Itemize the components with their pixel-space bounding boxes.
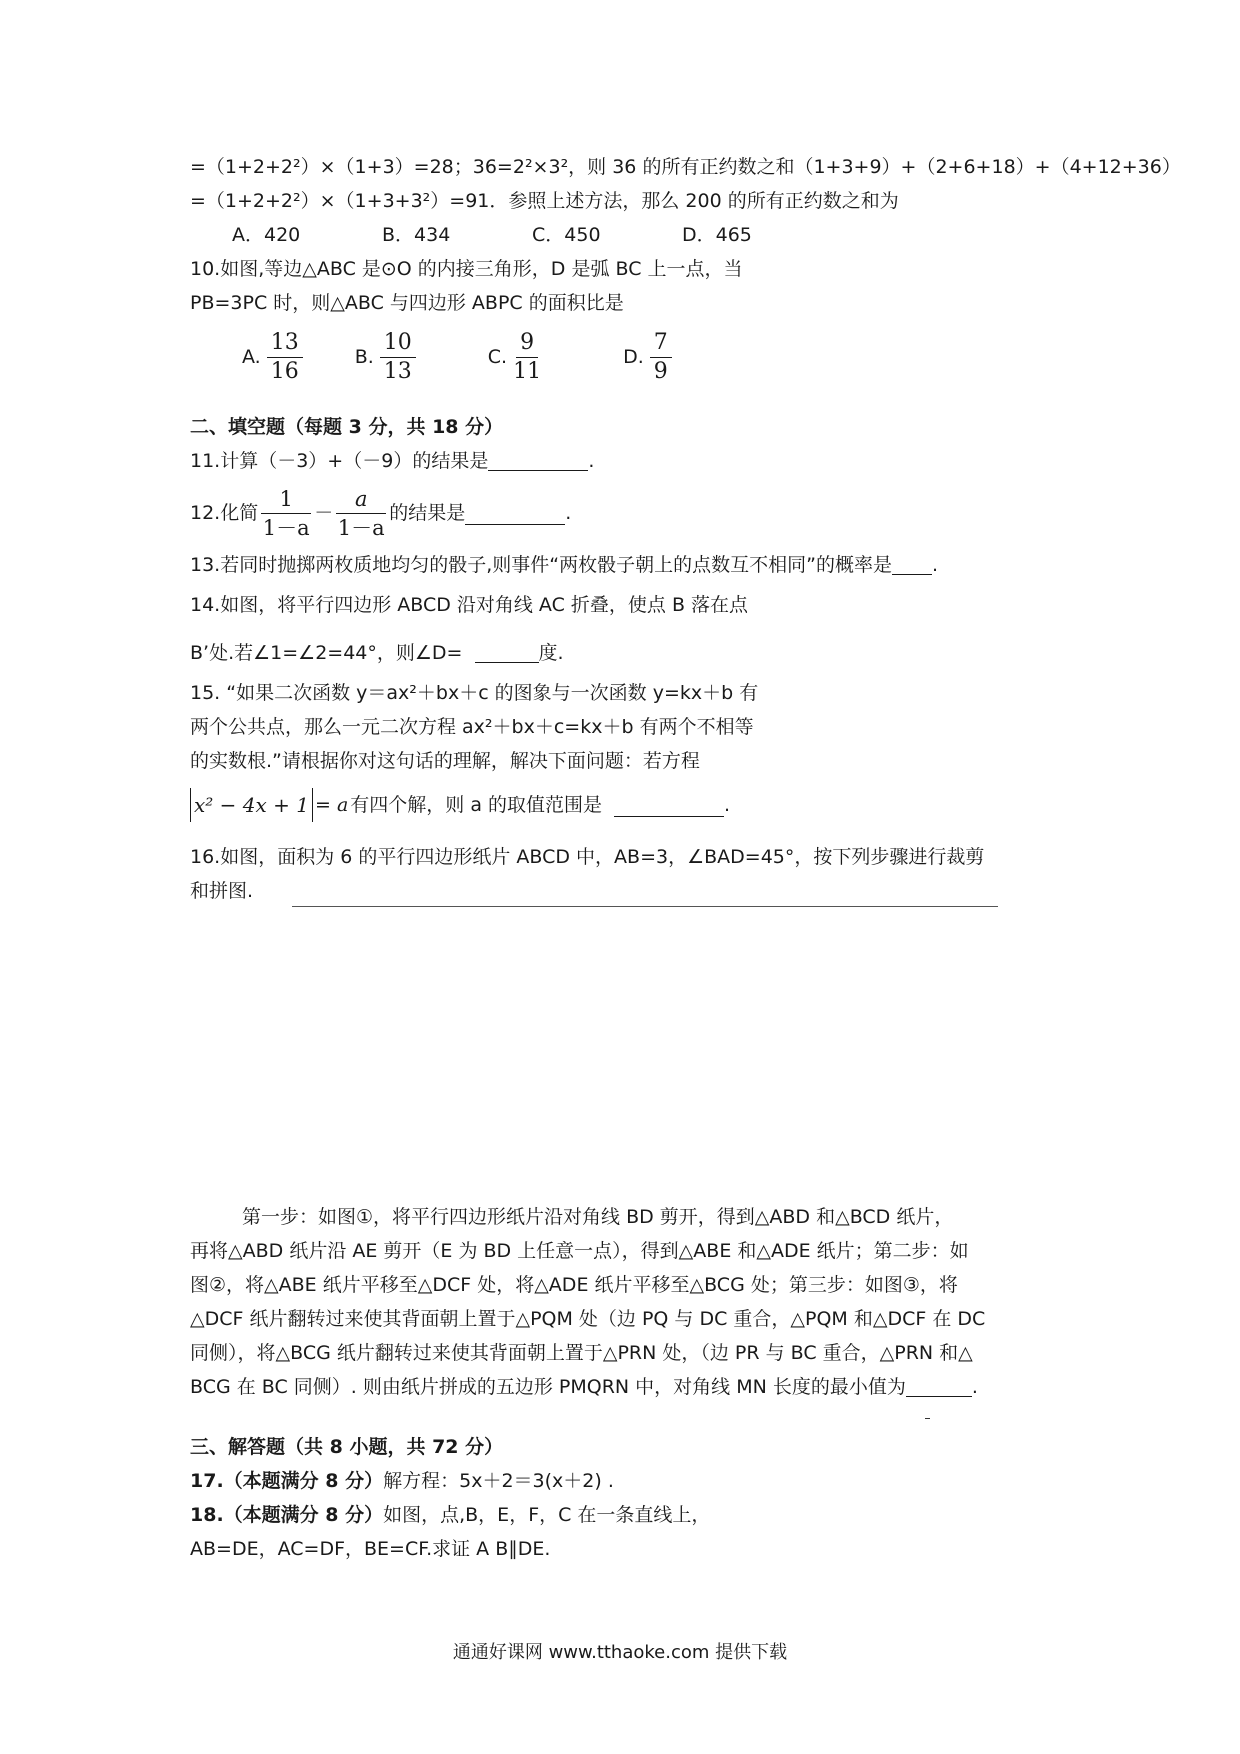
q16-step-line5: 同侧），将△BCG 纸片翻转过来使其背面朝上置于△PRN 处，（边 PR 与 BC 重合，△PRN 和△ [190,1342,973,1364]
q16-separator-line [292,906,998,907]
q10-option-c [488,329,541,386]
numerator: 9 [516,329,538,358]
q16-step-line3: 图②，将△ABE 纸片平移至△DCF 处，将△ADE 纸片平移至△BCG 处；第三步：如图③，将 [190,1274,958,1296]
option-label: C. [487,346,508,368]
denominator: 9 [653,358,668,384]
q11-text: 11.计算（－3）+（－9）的结果是 [190,450,489,472]
q9-line2: =（1+2+2²）×（1+3+3²）=91．参照上述方法，那么 200 的所有正约数之和为 [190,190,899,212]
figure-placeholder [190,908,1070,1200]
q14-end: 度. [538,642,564,664]
q16-line2: 和拼图. [190,880,254,902]
q11 [190,444,1070,478]
q16-step-line1: 第一步：如图①，将平行四边形纸片沿对角线 BD 剪开，得到△ABD 和△BCD 纸片， [242,1206,954,1228]
equation-rhs: = a [314,794,349,816]
section3-title: 三、解答题（共 8 小题，共 72 分） [190,1436,504,1458]
fraction [380,329,416,386]
q9-options [190,218,1070,252]
q9-option-a: A．420 [232,224,301,246]
q12-end: . [565,502,572,524]
q18-label: 18.（本题满分 8 分） [190,1504,384,1526]
q14-text: B’处.若∠1=∠2=44°，则∠D= [190,642,463,664]
section2-title: 二、填空题（每题 3 分，共 18 分） [190,416,504,438]
q12-answer-blank[interactable] [465,502,565,525]
q16-end: . [971,1376,978,1398]
q16-line1: 16.如图，面积为 6 的平行四边形纸片 ABCD 中，AB=3，∠BAD=45°，按下列步骤进行裁剪 [190,846,985,868]
q14-answer-blank[interactable] [475,640,539,663]
denominator: 1－a [337,515,385,540]
absolute-value-expression: x² − 4x + 1 [190,788,313,822]
q16-step-line2: 再将△ABD 纸片沿 AE 剪开（E 为 BD 上任意一点），得到△ABE 和△ADE 纸片；第二步：如 [190,1240,969,1262]
fraction [267,329,303,386]
page-footer: 通通好课网 www.tthaoke.com 提供下载 [452,1642,788,1663]
q16-step-line6 [190,1370,1070,1404]
q13-text: 13.若同时抛掷两枚质地均匀的骰子,则事件“两枚骰子朝上的点数互不相同”的概率是 [190,554,892,576]
q15-text: 有四个解，则 a 的取值范围是 [350,794,603,816]
option-label: B. [354,346,374,368]
q10-option-b [355,329,416,386]
numerator: 1 [261,485,311,514]
q11-answer-blank[interactable] [488,448,588,471]
option-label: A. [242,346,261,368]
q15-line3: 的实数根.”请根据你对这句话的理解，解决下面问题：若方程 [190,750,700,772]
q10-line2: PB=3PC 时，则△ABC 与四边形 ABPC 的面积比是 [190,292,624,314]
q16-answer-blank[interactable] [906,1374,972,1397]
denominator: 11 [513,358,542,384]
q12-prefix: 12.化简 [190,502,259,524]
minus-sign: － [314,502,334,524]
denominator: 16 [270,358,299,384]
q16-step-line4: △DCF 纸片翻转过来使其背面朝上置于△PQM 处（边 PQ 与 DC 重合，△PQM 和△DCF 在 DC [190,1308,986,1330]
option-label: D. [623,346,644,368]
q17 [190,1464,1070,1498]
q12 [190,478,1070,548]
numerator: a [336,485,386,514]
q9-option-c: C．450 [532,224,601,246]
q12-fraction-2 [336,485,386,542]
q13 [190,548,1070,582]
q10-option-d [623,329,672,386]
q15-line2: 两个公共点，那么一元二次方程 ax²＋bx＋c=kx＋b 有两个不相等 [190,716,754,738]
q15-answer-blank[interactable] [614,794,724,817]
q14-line2 [190,636,1070,670]
q13-end: . [931,554,938,576]
q18-text: 如图，点,B，E，F，C 在一条直线上， [383,1504,711,1526]
q9-line1: =（1+2+2²）×（1+3）=28；36=2²×3²，则 36 的所有正约数之和（1+3+9）+（2+6+18）+（4+12+36） [190,156,1181,178]
q11-end: . [588,450,595,472]
q18-line2: AB=DE，AC=DF，BE=CF.求证 A B∥DE. [190,1538,551,1560]
q17-label: 17.（本题满分 8 分） [190,1470,384,1492]
exam-page [190,150,1181,1566]
denominator: 1－a [262,515,310,540]
fraction [513,329,541,386]
q16-steps [190,1200,1070,1404]
q9-option-d: D．465 [682,224,752,246]
numerator: 10 [380,329,416,358]
denominator: 13 [383,358,412,384]
numerator: 13 [267,329,303,358]
q15-line1: 15. “如果二次函数 y＝ax²＋bx＋c 的图象与一次函数 y=kx＋b 有 [190,682,759,704]
small-dash-mark [925,1418,930,1419]
q16-step-text: BCG 在 BC 同侧）. 则由纸片拼成的五边形 PMQRN 中，对角线 MN 长度的最小值为 [190,1376,906,1398]
numerator: 7 [650,329,672,358]
q10-options [190,324,1070,390]
q9-option-b: B．434 [382,224,451,246]
q14-line1: 14.如图，将平行四边形 ABCD 沿对角线 AC 折叠，使点 B 落在点 [190,594,749,616]
q10-line1: 10.如图,等边△ABC 是⊙O 的内接三角形，D 是弧 BC 上一点，当 [190,258,743,280]
fraction [650,329,672,386]
q12-fraction-1 [261,485,311,542]
q15-line4 [190,778,1070,832]
q17-text: 解方程：5x＋2＝3(x＋2) . [383,1470,614,1492]
q18-line1 [190,1498,1070,1532]
q12-suffix: 的结果是 [389,502,466,524]
q10-option-a [242,329,303,386]
q15-end: . [724,794,731,816]
q13-answer-blank[interactable] [892,552,932,575]
